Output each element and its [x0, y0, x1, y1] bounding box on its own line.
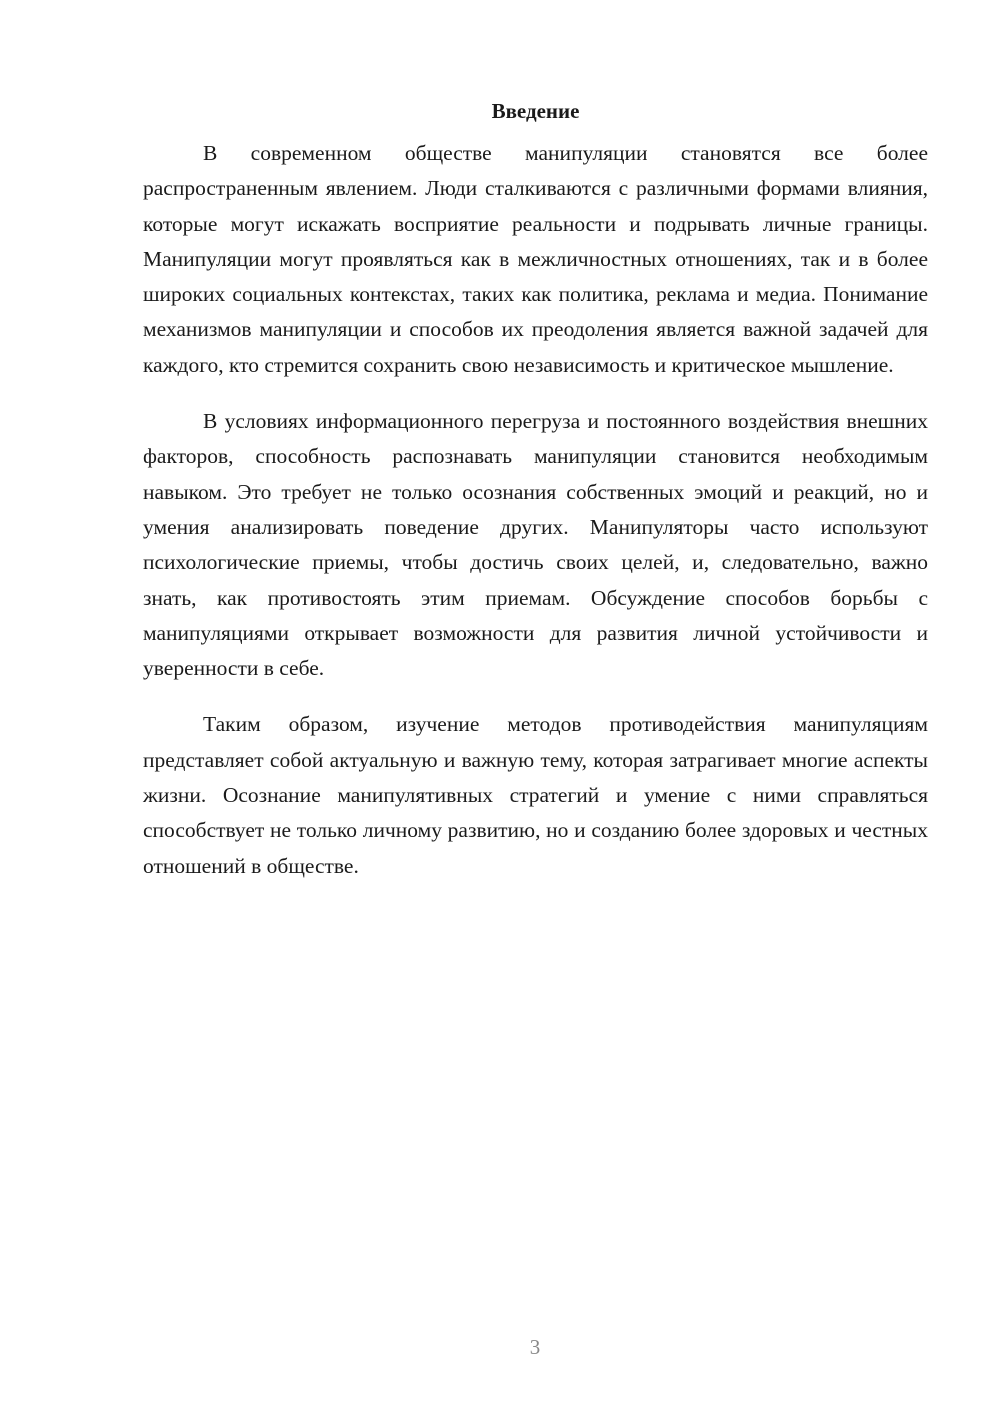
page-content	[143, 94, 928, 905]
paragraph-2: В условиях информационного перегруза и постоянного воздействия внешних факторов, способность распознавать манипуляции становится необходимым навыком. Это требует не только осознания собственных эмоций и реакций, но и умения анализировать поведение других. Манипуляторы часто используют психологические приемы, чтобы достичь своих целей, и, следовательно, важно знать, как противостоять этим приемам. Обсуждение способов борьбы с манипуляциями открывает возможности для развития личной устойчивости и уверенности в себе.	[143, 409, 928, 681]
page-number: 3	[529, 1335, 541, 1359]
section-title: Введение	[491, 99, 580, 123]
paragraph-3: Таким образом, изучение методов противодействия манипуляциям представляет собой актуальную и важную тему, которая затрагивает многие аспекты жизни. Осознание манипулятивных стратегий и умение с ними справляться способствует не только личному развитию, но и созданию более здоровых и честных отношений в обществе.	[143, 712, 928, 878]
paragraph-1: В современном обществе манипуляции становятся все более распространенным явлением. Люди сталкиваются с различными формами влияния, которые могут искажать восприятие реальности и подрывать личные границы. Манипуляции могут проявляться как в межличностных отношениях, так и в более широких социальных контекстах, таких как политика, реклама и медиа. Понимание механизмов манипуляции и способов их преодоления является важной задачей для каждого, кто стремится сохранить свою независимость и критическое мышление.	[143, 141, 928, 377]
